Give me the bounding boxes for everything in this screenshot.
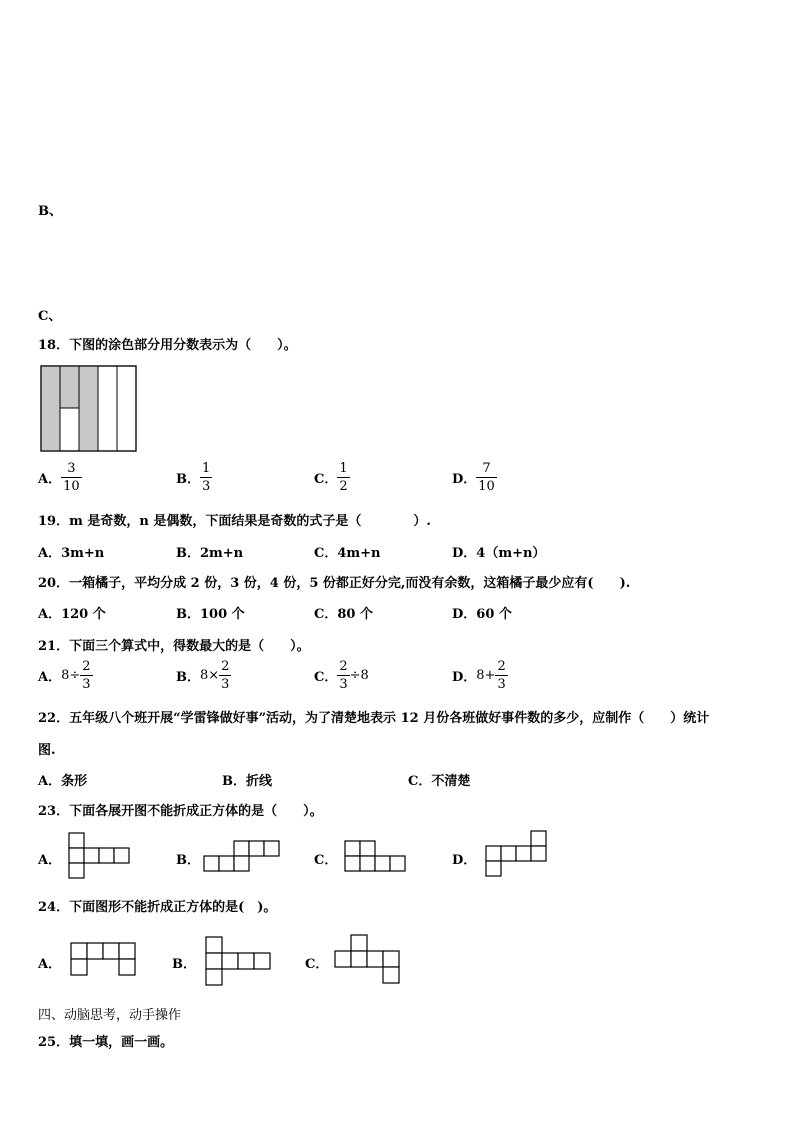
q18-stem: 18．下图的涂色部分用分数表示为（ ）。	[38, 338, 297, 353]
q24-option-c[interactable]: C．	[305, 957, 329, 972]
q22-stem-line2: 图.	[38, 743, 56, 758]
q21-a-prefix: 8÷	[61, 668, 81, 683]
q21-option-a-label: A．	[38, 670, 62, 685]
q18-option-b-label: B．	[176, 472, 200, 487]
q19-option-b[interactable]: B．2m+n	[176, 546, 244, 561]
q24-stem: 24．下面图形不能折成正方体的是( )。	[38, 900, 277, 915]
q18-c-denominator: 2	[339, 479, 348, 494]
q18-c-numerator: 1	[339, 461, 348, 476]
q19-option-a[interactable]: A．3m+n	[38, 546, 105, 561]
q18-shaded-figure	[40, 365, 138, 453]
q23-d-net	[485, 830, 551, 880]
q21-b-numerator: 2	[221, 659, 230, 674]
q22-option-c[interactable]: C．不清楚	[408, 774, 471, 789]
q22-option-b[interactable]: B．折线	[222, 774, 272, 789]
q18-option-b[interactable]	[176, 462, 212, 493]
q18-option-d[interactable]	[452, 462, 497, 493]
q24-c-net	[334, 934, 404, 986]
q21-option-c[interactable]	[314, 660, 369, 691]
option-c-label: C、	[38, 309, 62, 324]
q24-option-a[interactable]: A．	[38, 957, 62, 972]
option-b-label: B、	[38, 204, 62, 219]
q21-b-prefix: 8×	[200, 668, 220, 683]
q21-b-denominator: 3	[221, 677, 230, 692]
q24-b-net	[205, 936, 275, 988]
q23-c-net	[344, 840, 410, 874]
q21-c-numerator: 2	[339, 659, 348, 674]
q18-option-c[interactable]	[314, 462, 350, 493]
q20-option-b[interactable]: B．100 个	[176, 607, 245, 622]
q18-option-a[interactable]	[38, 462, 82, 493]
q23-option-a[interactable]: A．	[38, 853, 62, 868]
q21-option-d-label: D．	[452, 670, 477, 685]
q18-option-d-label: D．	[452, 472, 477, 487]
q21-c-suffix: ÷8	[349, 668, 369, 683]
q24-a-net	[70, 942, 140, 978]
q21-d-denominator: 3	[497, 677, 506, 692]
q18-a-numerator: 3	[67, 461, 76, 476]
q21-d-numerator: 2	[497, 659, 506, 674]
q21-a-numerator: 2	[82, 659, 91, 674]
q21-option-d[interactable]	[452, 660, 508, 691]
q21-option-b[interactable]	[176, 660, 231, 691]
q19-option-d[interactable]: D．4（m+n）	[452, 546, 546, 561]
q23-option-c[interactable]: C．	[314, 853, 338, 868]
q23-option-b[interactable]: B．	[176, 853, 200, 868]
q18-b-numerator: 1	[202, 461, 211, 476]
q23-b-net	[203, 840, 283, 874]
q21-a-denominator: 3	[82, 677, 91, 692]
q23-option-d[interactable]: D．	[452, 853, 477, 868]
q20-option-a[interactable]: A．120 个	[38, 607, 106, 622]
q23-stem: 23．下面各展开图不能折成正方体的是（ ）。	[38, 804, 323, 819]
q22-stem-line1: 22．五年级八个班开展“学雷锋做好事”活动，为了清楚地表示 12 月份各班做好事件数的多少，应制作（ ）统计	[38, 711, 710, 726]
q21-d-prefix: 8+	[476, 668, 496, 683]
q18-option-a-label: A．	[38, 472, 62, 487]
q21-option-c-label: C．	[314, 670, 338, 685]
q23-a-net	[68, 832, 134, 882]
q19-stem: 19．m 是奇数，n 是偶数，下面结果是奇数的式子是（ ）.	[38, 514, 431, 529]
q21-option-b-label: B．	[176, 670, 200, 685]
q18-d-numerator: 7	[482, 461, 491, 476]
q22-option-a[interactable]: A．条形	[38, 774, 88, 789]
q24-option-b[interactable]: B．	[172, 957, 196, 972]
q20-option-d[interactable]: D．60 个	[452, 607, 512, 622]
q18-d-denominator: 10	[478, 479, 495, 494]
q19-option-c[interactable]: C．4m+n	[314, 546, 381, 561]
q20-stem: 20．一箱橘子，平均分成 2 份，3 份，4 份，5 份都正好分完,而没有余数，这箱橘子最少应有( ).	[38, 576, 631, 591]
q21-c-denominator: 3	[339, 677, 348, 692]
q21-stem: 21．下面三个算式中，得数最大的是（ ）。	[38, 639, 310, 654]
q18-b-denominator: 3	[202, 479, 211, 494]
q21-option-a[interactable]	[38, 660, 93, 691]
section-4-heading: 四、动脑思考，动手操作	[38, 1008, 182, 1023]
q18-option-c-label: C．	[314, 472, 338, 487]
q18-a-denominator: 10	[63, 479, 80, 494]
q25-stem: 25．填一填，画一画。	[38, 1035, 174, 1050]
q20-option-c[interactable]: C．80 个	[314, 607, 373, 622]
